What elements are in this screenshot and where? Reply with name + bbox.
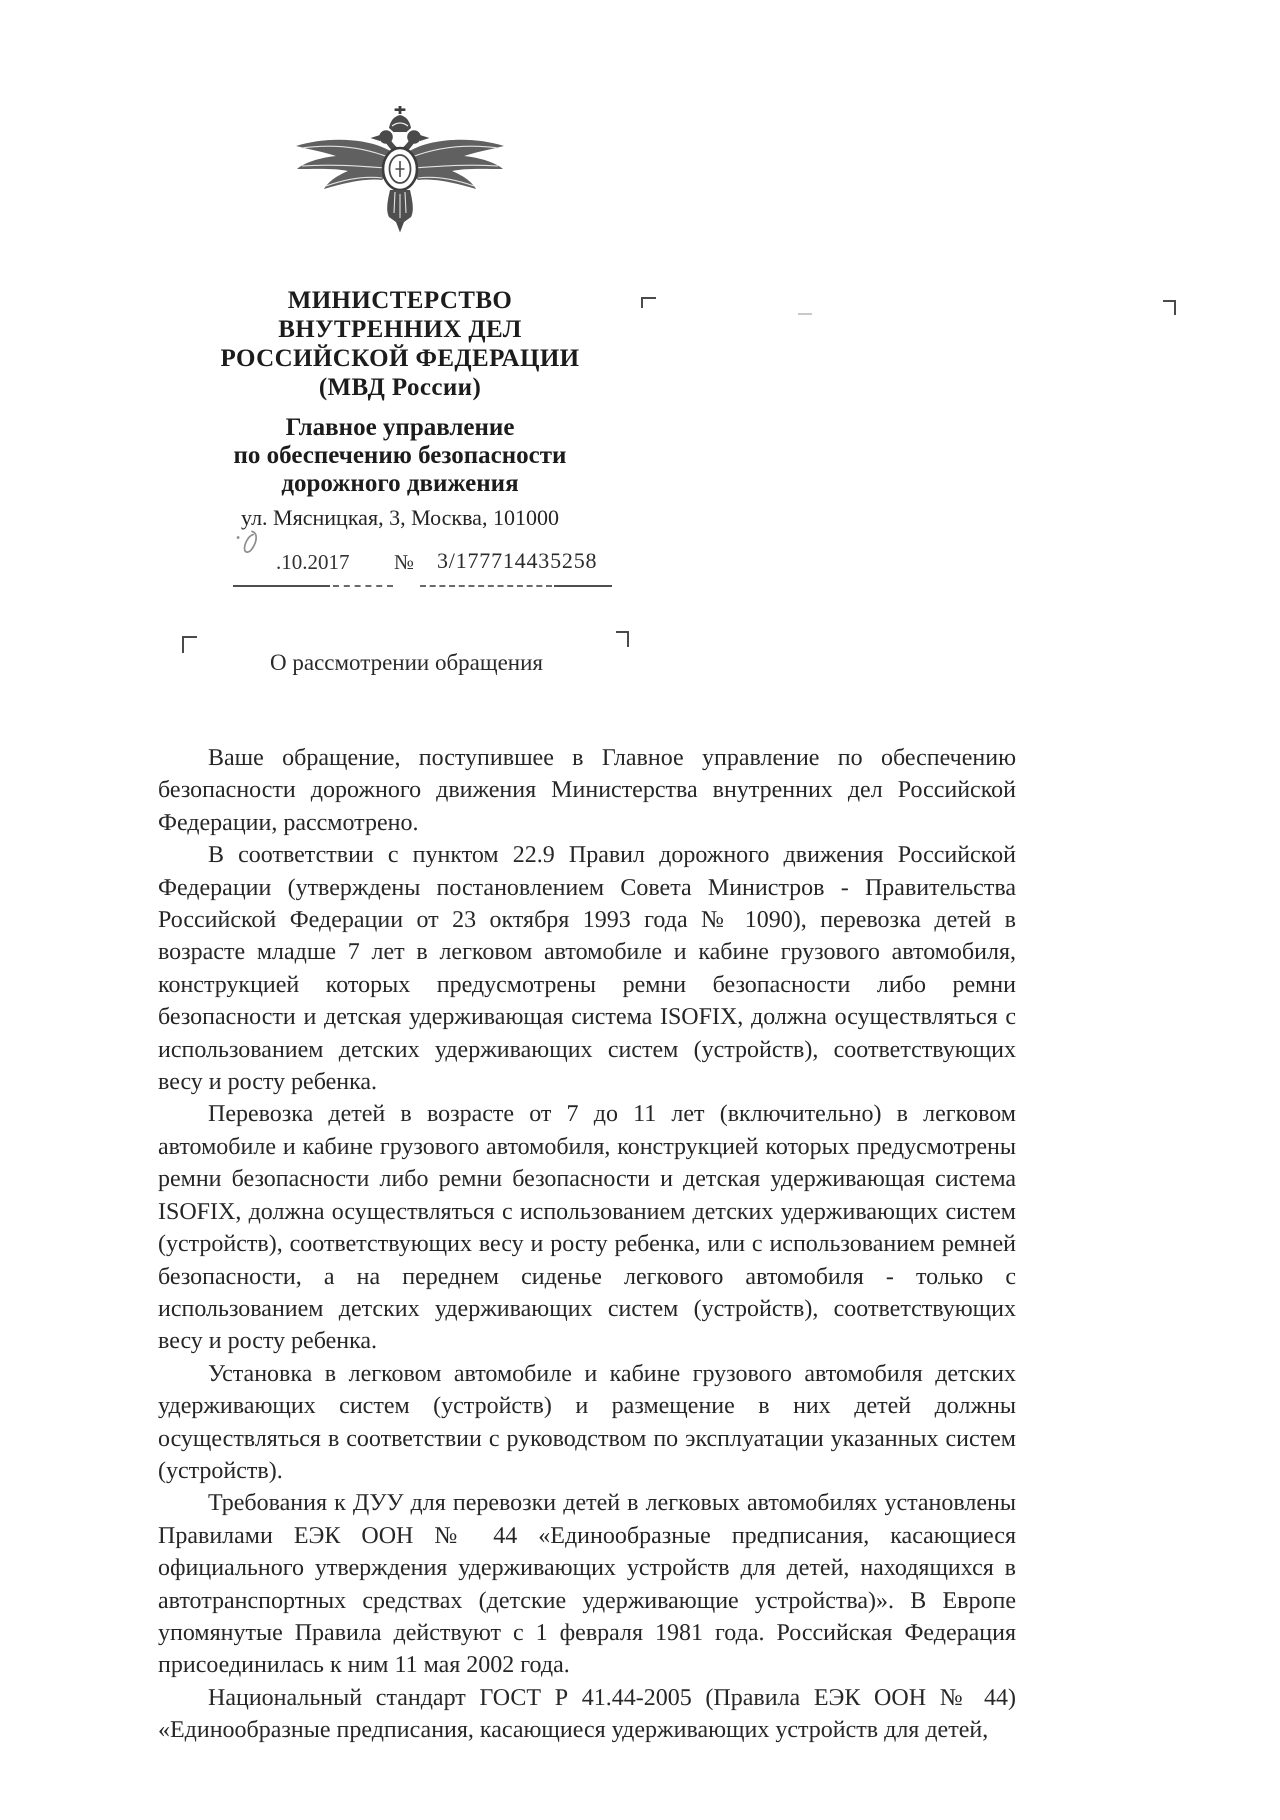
corner-mark bbox=[182, 636, 197, 653]
number-sign: № bbox=[394, 550, 415, 574]
subject-line: О рассмотрении обращения bbox=[270, 650, 543, 675]
document-date: .10.2017 bbox=[276, 550, 350, 574]
letter-body bbox=[158, 742, 1016, 1747]
department-name-line: Главное управление bbox=[285, 414, 515, 441]
ministry-name-line: МИНИСТЕРСТВО bbox=[287, 287, 513, 314]
scan-artifact-dash bbox=[798, 313, 812, 315]
body-paragraph: В соответствии с пунктом 22.9 Правил дорожного движения Российской Федерации (утверждены постановлением Совета Министров - Правительства Российской Федерации от 23 октября 1993 года № 1090), перевозка детей в возрасте младше 7 лет в легковом автомобиле и кабине грузового автомобиля, конструкцией которых предусмотрены ремни безопасности либо ремни безопасности и детская удерживающая система ISOFIX, должна осуществляться с использованием детских удерживающих систем (устройств), соответствующих весу и росту ребенка. bbox=[158, 842, 1016, 1096]
mvd-double-headed-eagle-emblem-icon bbox=[292, 104, 508, 234]
handwritten-day-mark bbox=[232, 526, 265, 566]
ministry-abbreviation: (МВД России) bbox=[318, 374, 482, 401]
number-underline bbox=[420, 585, 552, 587]
postal-address: ул. Мясницкая, 3, Москва, 101000 bbox=[241, 505, 559, 530]
body-paragraph: Ваше обращение, поступившее в Главное управление по обеспечению безопасности дорожного движения Министерства внутренних дел Российской Федерации, рассмотрено. bbox=[158, 745, 1016, 836]
department-name-line: дорожного движения bbox=[281, 470, 519, 497]
date-underline bbox=[333, 585, 393, 587]
corner-mark bbox=[616, 631, 629, 647]
date-underline bbox=[233, 585, 330, 587]
corner-mark bbox=[641, 297, 656, 308]
department-name-line: по обеспечению безопасности bbox=[233, 442, 567, 469]
document-number: 3/177714435258 bbox=[437, 548, 598, 573]
ministry-name-line: РОССИЙСКОЙ ФЕДЕРАЦИИ bbox=[220, 345, 580, 372]
ministry-name-line: ВНУТРЕННИХ ДЕЛ bbox=[278, 316, 522, 343]
body-paragraph: Установка в легковом автомобиле и кабине грузового автомобиля детских удерживающих систем (устройств) и размещение в них детей должны осуществляться в соответствии с руководством по эксплуатации указанных систем (устройств). bbox=[158, 1360, 1016, 1484]
body-paragraph: Перевозка детей в возрасте от 7 до 11 лет (включительно) в легковом автомобиле и кабине грузового автомобиля, конструкцией которых предусмотрены ремни безопасности либо ремни безопасности и детская удерживающая система ISOFIX, должна осуществляться с использованием детских удерживающих систем (устройств), соответствующих весу и росту ребенка, или с использованием ремней безопасности, а на переднем сиденье легкового автомобиля - только с использованием детских удерживающих систем (устройств), соответствующих весу и росту ребенка. bbox=[158, 1101, 1016, 1355]
body-paragraph-cutoff: Национальный стандарт ГОСТ Р 41.44-2005 (Правила ЕЭК ООН № 44) «Единообразные предписания, касающиеся удерживающих устройств для детей, bbox=[158, 1684, 1016, 1744]
letterhead bbox=[160, 286, 640, 531]
number-underline bbox=[554, 585, 612, 587]
department-name bbox=[160, 414, 640, 498]
body-paragraph: Требования к ДУУ для перевозки детей в легковых автомобилях установлены Правилами ЕЭК ООН № 44 «Единообразные предписания, касающиеся официального утверждения удерживающих устройств для детей, находящихся в автотранспортных средствах (детские удерживающие устройства)». В Европе упомянутые Правила действуют с 1 февраля 1981 года. Российская Федерация присоединилась к ним 11 мая 2002 года. bbox=[158, 1490, 1016, 1679]
corner-mark bbox=[1163, 300, 1176, 315]
